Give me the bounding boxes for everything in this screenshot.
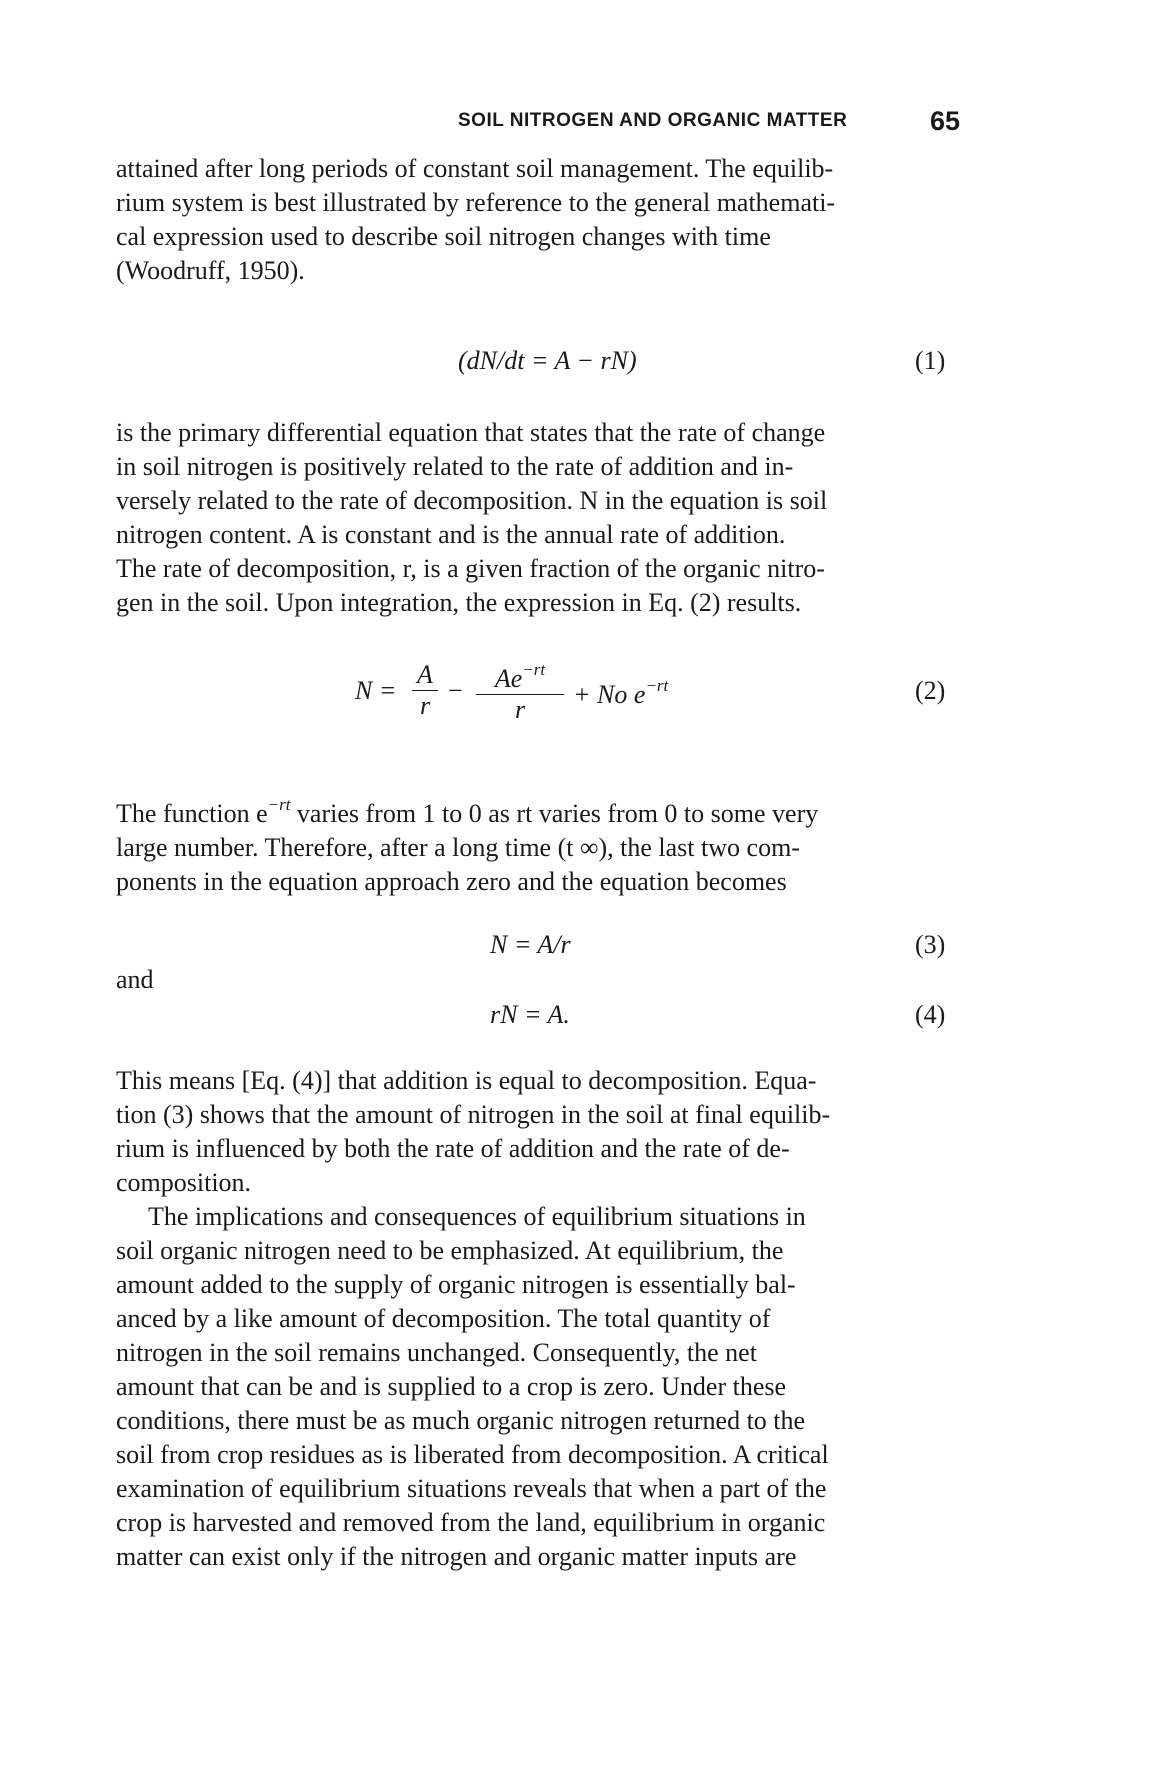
text-line: gen in the soil. Upon integration, the expression in Eq. (2) results.: [116, 588, 802, 617]
fraction-denominator: r: [419, 691, 431, 720]
equation-4-number: (4): [915, 1000, 946, 1029]
text-line: The rate of decomposition, r, is a given fraction of the organic nitro-: [116, 554, 825, 583]
text-line: amount added to the supply of organic nitrogen is essentially bal-: [116, 1270, 796, 1299]
text-fragment: varies from 1 to 0 as rt varies from 0 to some very: [290, 799, 819, 828]
text-line: cal expression used to describe soil nitrogen changes with time: [116, 222, 771, 251]
text-line: soil from crop residues as is liberated from decomposition. A critical: [116, 1440, 829, 1469]
equation-4: rN = A.: [490, 1000, 570, 1029]
text-line: ponents in the equation approach zero and the equation becomes: [116, 867, 787, 896]
text-line: is the primary differential equation that states that the rate of change: [116, 418, 826, 447]
fraction-numerator: Ae: [494, 664, 523, 693]
text-line: crop is harvested and removed from the land, equilibrium in organic: [116, 1508, 826, 1537]
text-line: examination of equilibrium situations reveals that when a part of the: [116, 1474, 827, 1503]
tail-text: + No e: [573, 680, 646, 709]
paragraph-intro: [116, 152, 976, 288]
paragraph-meaning: [116, 1064, 976, 1200]
paragraph-implications: [116, 1200, 976, 1574]
text-line: anced by a like amount of decomposition. The total quantity of: [116, 1304, 771, 1333]
fraction-numerator: A: [417, 660, 433, 689]
text-line: rium system is best illustrated by reference to the general mathemati-: [116, 188, 836, 217]
fraction-denominator: r: [514, 695, 526, 724]
text-line: attained after long periods of constant soil management. The equilib-: [116, 154, 834, 183]
equation-2-tail: [573, 676, 668, 710]
text-line: [116, 788, 976, 831]
text-line: The implications and consequences of equilibrium situations in: [148, 1202, 806, 1231]
paragraph-explanation: [116, 416, 976, 620]
fraction-a-over-r: [412, 660, 438, 721]
page-number: 65: [930, 106, 961, 136]
exponent: −rt: [267, 795, 291, 814]
and-label: and: [116, 965, 154, 994]
text-line: versely related to the rate of decomposition. N in the equation is soil: [116, 486, 828, 515]
text-line: composition.: [116, 1168, 252, 1197]
text-line: soil organic nitrogen need to be emphasized. At equilibrium, the: [116, 1236, 784, 1265]
text-line: nitrogen content. A is constant and is the annual rate of addition.: [116, 520, 786, 549]
text-line: (Woodruff, 1950).: [116, 256, 305, 285]
equation-3: N = A/r: [490, 930, 571, 959]
paragraph-function: [116, 788, 976, 899]
text-fragment: The function e: [116, 799, 268, 828]
equation-3-number: (3): [915, 930, 946, 959]
text-line: large number. Therefore, after a long time (t ∞), the last two com-: [116, 833, 800, 862]
running-header: SOIL NITROGEN AND ORGANIC MATTER: [458, 110, 848, 131]
text-line: amount that can be and is supplied to a crop is zero. Under these: [116, 1372, 787, 1401]
text-line: matter can exist only if the nitrogen and organic matter inputs are: [116, 1542, 797, 1571]
exponent: −rt: [645, 676, 669, 695]
equation-1: (dN/dt = A − rN): [458, 346, 637, 375]
equation-2-lhs: N =: [355, 676, 397, 705]
text-line: tion (3) shows that the amount of nitrogen in the soil at final equilib-: [116, 1100, 831, 1129]
exponent: −rt: [522, 660, 546, 679]
minus-sign: −: [448, 676, 463, 705]
text-line: in soil nitrogen is positively related to the rate of addition and in-: [116, 452, 794, 481]
fraction-ae-over-r: [476, 660, 564, 725]
text-line: rium is influenced by both the rate of addition and the rate of de-: [116, 1134, 790, 1163]
equation-2-number: (2): [915, 676, 946, 705]
equation-1-number: (1): [915, 346, 946, 375]
text-line: conditions, there must be as much organic nitrogen returned to the: [116, 1406, 806, 1435]
text-line: nitrogen in the soil remains unchanged. Consequently, the net: [116, 1338, 757, 1367]
text-line: This means [Eq. (4)] that addition is equal to decomposition. Equa-: [116, 1066, 817, 1095]
